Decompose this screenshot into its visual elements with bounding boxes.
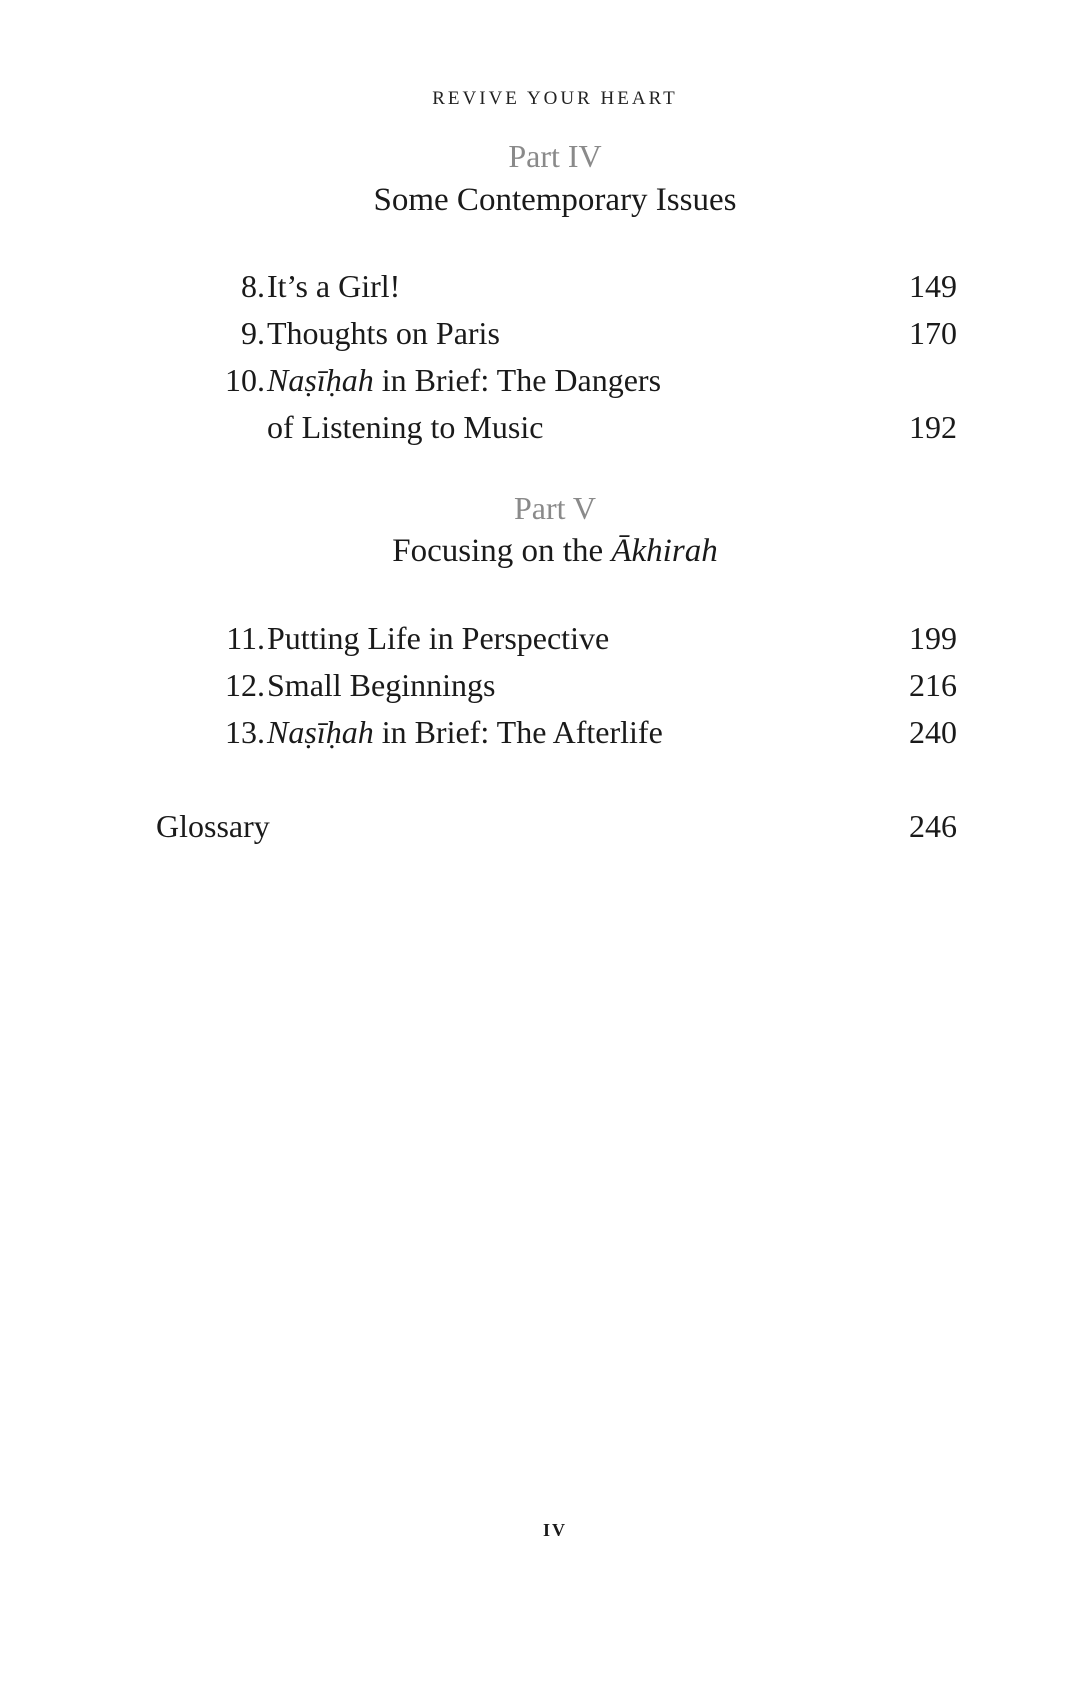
toc-entry[interactable] — [0, 311, 1080, 355]
part-title-text: Some Contemporary Issues — [373, 182, 737, 218]
chapter-title-text: in Brief: The Afterlife — [373, 714, 663, 750]
glossary-entry[interactable] — [0, 804, 1080, 848]
chapter-title-text: Thoughts on Paris — [267, 315, 500, 351]
chapter-title — [267, 405, 543, 449]
chapter-title-text: in Brief: The Dangers — [373, 362, 662, 398]
part-label: Part V — [513, 490, 597, 526]
chapter-title-text: Small Beginnings — [267, 667, 496, 703]
running-head: REVIVE YOUR HEART — [432, 88, 678, 109]
page-number: 149 — [909, 268, 957, 304]
chapter-title — [267, 311, 500, 355]
chapter-number: 11. — [226, 620, 265, 656]
toc-entry[interactable] — [0, 616, 1080, 660]
part-title — [0, 182, 1080, 219]
toc-entry[interactable] — [0, 264, 1080, 308]
chapter-number: 12. — [225, 667, 265, 703]
chapter-title-text: of Listening to Music — [267, 409, 544, 445]
chapter-title — [267, 264, 400, 308]
page-number: 192 — [909, 409, 957, 445]
part-title-italic: Ākhirah — [611, 533, 718, 569]
toc-entry[interactable] — [0, 358, 1080, 402]
chapter-title — [267, 358, 661, 402]
page-number: 199 — [909, 620, 957, 656]
glossary-label: Glossary — [156, 808, 270, 844]
folio-page-number: IV — [542, 1520, 567, 1540]
chapter-number: 13. — [225, 714, 265, 750]
chapter-title — [267, 663, 495, 707]
part-label: Part IV — [508, 138, 602, 174]
chapter-title-text: It’s a Girl! — [267, 268, 401, 304]
toc-entry[interactable] — [0, 663, 1080, 707]
chapter-title — [267, 616, 609, 660]
part-title — [0, 533, 1080, 570]
chapter-title-text: Putting Life in Perspective — [267, 620, 610, 656]
chapter-number: 10. — [225, 362, 265, 398]
page-number: 216 — [909, 667, 957, 703]
page-number: 240 — [909, 714, 957, 750]
chapter-title — [267, 710, 663, 754]
chapter-title-italic: Naṣīḥah — [267, 714, 374, 750]
toc-entry-continuation[interactable] — [0, 405, 1080, 449]
chapter-title-italic: Naṣīḥah — [267, 362, 374, 398]
chapter-number: 9. — [241, 315, 265, 351]
page-number: 246 — [909, 808, 957, 844]
chapter-number: 8. — [241, 268, 265, 304]
toc-entry[interactable] — [0, 710, 1080, 754]
page-number: 170 — [909, 315, 957, 351]
part-title-text: Focusing on the — [392, 533, 612, 569]
